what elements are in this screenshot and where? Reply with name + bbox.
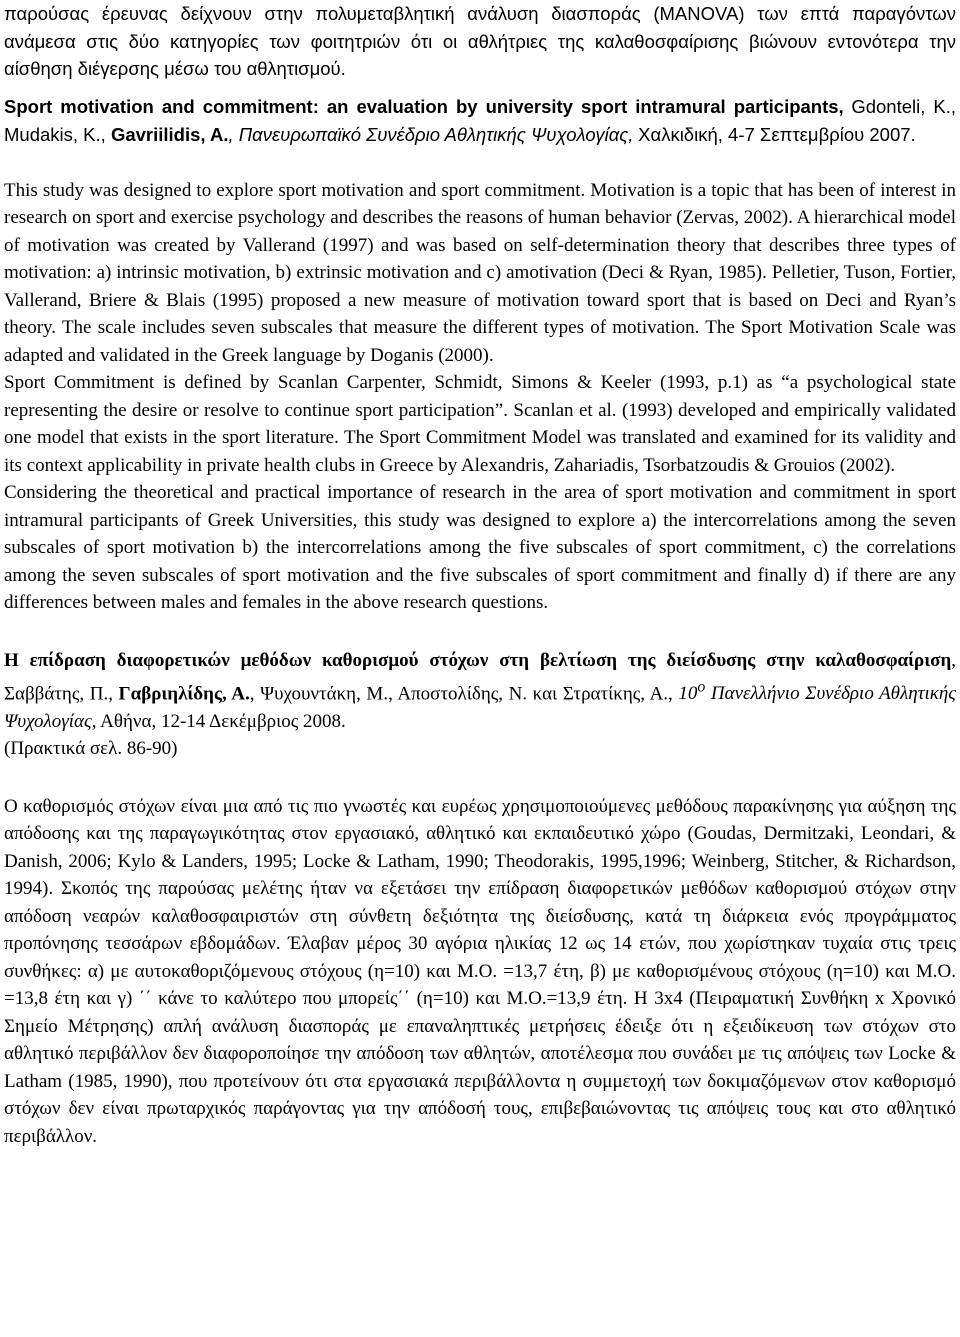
reference-title: Sport motivation and commitment: an evaluation by university sport intramural participants, <box>4 95 844 117</box>
abstract-1-paragraph-1: This study was designed to explore sport motivation and sport commitment. Motivation is a topic that has been of interest in research on sport and exercise psychology and describes the reasons of human behavior (Zervas, 2002). A hierarchical model of motivation was created by Vallerand (1997) and was based on self-determination theory that describes three types of motivation: a) intrinsic motivation, b) extrinsic motivation and c) amotivation (Deci & Ryan, 1985). Pelletier, Tuson, Fortier, Vallerand, Briere & Blais (1995) proposed a new measure of motivation toward sport that is based on Deci and Ryan’s theory. The scale includes seven subscales that measure the different types of motivation. The Sport Motivation Scale was adapted and validated in the Greek language by Doganis (2000). <box>4 179 956 366</box>
abstract-1-paragraph-2: Sport Commitment is defined by Scanlan Carpenter, Schmidt, Simons & Keeler (1993, p.1) as “a psychological state representing the desire or resolve to continue sport participation”. Scanlan et al. (1993) developed and empirically validated one model that exists in the sport literature. The Sport Commitment Model was translated and examined for its validity and its context applicability in private health clubs in Greece by Alexandris, Zahariadis, Tsorbatzoudis & Grouios (2002). <box>4 372 956 476</box>
reference-entry-2 <box>4 647 956 763</box>
reference-highlighted-author: Gavriilidis, A. <box>110 124 229 145</box>
reference-authors-continued: , Ψυχουντάκη, Μ., Αποστολίδης, Ν. και Στρατίκης, Α., <box>249 683 679 705</box>
reference-title: Η επίδραση διαφορετικών μεθόδων καθορισμού στόχων στη βελτίωση της διείσδυσης στην καλαθοσφαίριση <box>4 649 952 671</box>
venue-ordinal-superscript: ο <box>697 679 706 696</box>
reference-entry-1 <box>4 93 956 150</box>
venue-name: Πανελλήνιο Συνέδριο Αθλητικής Ψυχολογίας, <box>4 683 956 732</box>
abstract-1-paragraph-3: Considering the theoretical and practical importance of research in the area of sport motivation and commitment in sport intramural participants of Greek Universities, this study was designed to explore a) the intercorrelations among the seven subscales of sport motivation b) the intercorrelations among the five subscales of sport commitment, c) the correlations among the seven subscales of sport motivation and the five subscales of sport commitment and finally d) if there are any differences between males and females in the above research questions. <box>4 482 956 613</box>
reference-authors: Gdonteli, K., Mudakis, K., <box>4 95 956 145</box>
reference-venue: , Πανευρωπαϊκό Συνέδριο Αθλητικής Ψυχολογίας, <box>228 124 634 145</box>
abstract-2-paragraph: Ο καθορισμός στόχων είναι μια από τις πιο γνωστές και ευρέως χρησιμοποιούμενες μεθόδους παρακίνησης για αύξηση της απόδοσης και της παραγωγικότητας στον εργασιακό, αθλητικό και εκπαιδευτικό χώρο (Goudas, Dermitzaki, Leondari, & Danish, 2006; Kylo & Landers, 1995; Locke & Latham, 1990; Theodorakis, 1995,1996; Weinberg, Stitcher, & Richardson, 1994). Σκοπός της παρούσας μελέτης ήταν να εξετάσει την επίδραση διαφορετικών μεθόδων καθορισμού στόχων στην απόδοση νεαρών καλαθοσφαιριστών στη σύνθετη δεξιότητα της διείσδυσης, κατά τη διάρκεια ενός προγράμματος προπόνησης τεσσάρων εβδομάδων. Έλαβαν μέρος 30 αγόρια ηλικίας 12 ως 14 ετών, που χωρίστηκαν τυχαία στις τρεις συνθήκες: α) με αυτοκαθοριζόμενους στόχους (η=10) και Μ.Ο. =13,7 έτη, β) με καθορισμένους στόχους (η=10) και Μ.Ο. =13,8 έτη και γ) ΄΄ κάνε το καλύτερο που μπορείς΄΄ (η=10) και Μ.Ο.=13,9 έτη. Η 3x4 (Πειραματική Συνθήκη x Χρονικό Σημείο Μέτρησης) απλή ανάλυση διασποράς με επαναληπτικές μετρήσεις έδειξε ότι η εξειδίκευση των στόχων στο αθλητικό περιβάλλον δεν διαφοροποίησε την απόδοση των αθλητών, αποτέλεσμα που συνάδει με τις απόψεις των Locke & Latham (1985, 1990), που προτείνουν ότι στα εργασιακά περιβάλλοντα η συμμετοχή των δοκιμαζόμενων στον καθορισμό στόχων δεν είναι πρωταρχικός παράγοντας για την απόδοσή τους, επιβεβαιώνοντας τις απόψεις τους και στο αθλητικό περιβάλλον. <box>4 795 956 1147</box>
reference-highlighted-author: Γαβριηλίδης, Α. <box>118 683 250 705</box>
reference-location-date: Χαλκιδική, 4-7 Σεπτεμβρίου 2007. <box>638 124 916 145</box>
reference-pages: (Πρακτικά σελ. 86-90) <box>4 738 178 760</box>
previous-abstract-ending: παρούσας έρευνας δείχνουν στην πολυμεταβλητική ανάλυση διασποράς (MANOVA) των επτά παραγόντων ανάμεσα στις δύο κατηγορίες των φοιτητριών ότι οι αθλήτριες της καλαθοσφαίρισης βιώνουν εντονότερα την αίσθηση διέγερσης μέσω του αθλητισμού. <box>4 3 956 79</box>
venue-number: 10 <box>678 683 698 705</box>
reference-authors: , Σαββάτης, Π., <box>4 649 956 705</box>
reference-place-date: Αθήνα, 12-14 Δεκέμβριος 2008. <box>96 710 346 732</box>
